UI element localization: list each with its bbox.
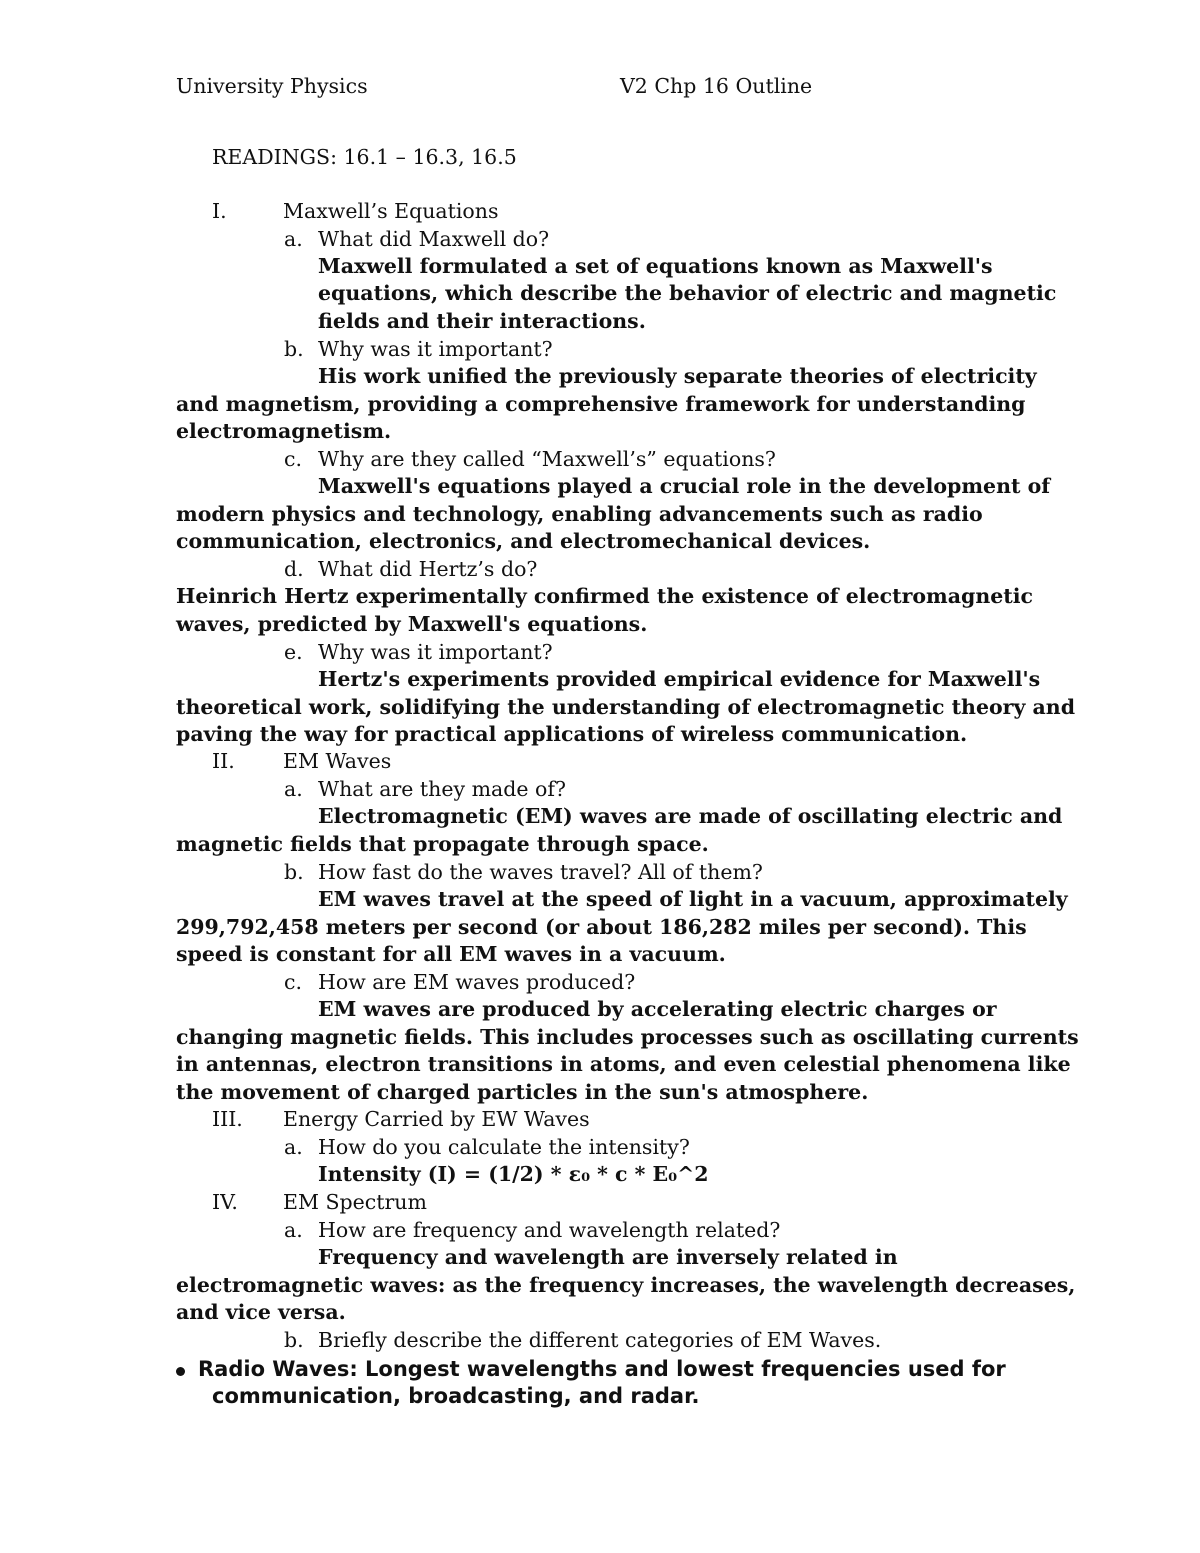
answer-line: Heinrich Hertz experimentally confirmed the existence of electromagnetic [176, 584, 1034, 608]
answer-line: fields and their interactions. [318, 309, 646, 333]
answer-line: EM waves travel at the speed of light in a vacuum, approximately [318, 887, 1068, 911]
item-letter: a. [284, 777, 303, 801]
answer-line: magnetic fields that propagate through space. [176, 832, 709, 856]
item-question: Briefly describe the different categories of EM Waves. [318, 1328, 882, 1352]
item-question: What did Maxwell do? [318, 227, 550, 251]
section-title: EM Waves [283, 749, 392, 773]
header-course-title: University Physics [176, 74, 368, 98]
answer-line: speed is constant for all EM waves in a vacuum. [176, 942, 726, 966]
item-question: How fast do the waves travel? All of them? [318, 860, 763, 884]
item-letter: a. [284, 227, 303, 251]
answer-line: electromagnetism. [176, 419, 392, 443]
section-numeral: IV. [212, 1190, 238, 1214]
item-question: What did Hertz’s do? [318, 557, 538, 581]
answer-line: Maxwell's equations played a crucial role in the development of [318, 474, 1051, 498]
section-title: EM Spectrum [283, 1190, 427, 1214]
item-letter: c. [284, 447, 302, 471]
item-question: How do you calculate the intensity? [318, 1135, 690, 1159]
item-question: Why are they called “Maxwell’s” equations? [318, 447, 776, 471]
header-chapter-title: V2 Chp 16 Outline [620, 74, 813, 98]
answer-line: theoretical work, solidifying the understanding of electromagnetic theory and [176, 695, 1076, 719]
item-question: How are EM waves produced? [318, 970, 636, 994]
intensity-formula: Intensity (I) = (1/2) * ε₀ * c * E₀^2 [318, 1162, 709, 1186]
readings-line: READINGS: 16.1 – 16.3, 16.5 [212, 145, 517, 169]
answer-line: Hertz's experiments provided empirical evidence for Maxwell's [318, 667, 1041, 691]
section-numeral: III. [212, 1107, 243, 1131]
item-letter: a. [284, 1135, 303, 1159]
answer-line: equations, which describe the behavior of electric and magnetic [318, 281, 1057, 305]
item-letter: c. [284, 970, 302, 994]
bullet-line: communication, broadcasting, and radar. [212, 1384, 700, 1408]
answer-line: modern physics and technology, enabling advancements such as radio [176, 502, 983, 526]
answer-line: and magnetism, providing a comprehensive framework for understanding [176, 392, 1026, 416]
item-question: How are frequency and wavelength related? [318, 1218, 781, 1242]
item-letter: b. [284, 860, 304, 884]
item-question: Why was it important? [318, 640, 553, 664]
answer-line: His work unified the previously separate theories of electricity [318, 364, 1037, 388]
section-title: Maxwell’s Equations [283, 199, 499, 223]
answer-line: Maxwell formulated a set of equations known as Maxwell's [318, 254, 993, 278]
answer-line: changing magnetic fields. This includes processes such as oscillating currents [176, 1025, 1079, 1049]
item-letter: d. [284, 557, 304, 581]
answer-line: and vice versa. [176, 1300, 346, 1324]
answer-line: electromagnetic waves: as the frequency increases, the wavelength decreases, [176, 1273, 1076, 1297]
answer-line: waves, predicted by Maxwell's equations. [176, 612, 648, 636]
answer-line: paving the way for practical applications of wireless communication. [176, 722, 968, 746]
section-title: Energy Carried by EW Waves [283, 1107, 590, 1131]
answer-line: EM waves are produced by accelerating electric charges or [318, 997, 997, 1021]
item-letter: a. [284, 1218, 303, 1242]
answer-line: in antennas, electron transitions in atoms, and even celestial phenomena like [176, 1052, 1071, 1076]
section-numeral: I. [212, 199, 227, 223]
item-letter: b. [284, 337, 304, 361]
bullet-icon [176, 1367, 185, 1376]
item-letter: e. [284, 640, 303, 664]
section-numeral: II. [212, 749, 235, 773]
answer-line: the movement of charged particles in the sun's atmosphere. [176, 1080, 869, 1104]
item-letter: b. [284, 1328, 304, 1352]
bullet-line: Radio Waves: Longest wavelengths and lowest frequencies used for [198, 1357, 1006, 1381]
answer-line: Electromagnetic (EM) waves are made of oscillating electric and [318, 804, 1063, 828]
item-question: Why was it important? [318, 337, 553, 361]
answer-line: communication, electronics, and electromechanical devices. [176, 529, 871, 553]
answer-line: Frequency and wavelength are inversely related in [318, 1245, 898, 1269]
item-question: What are they made of? [318, 777, 566, 801]
answer-line: 299,792,458 meters per second (or about 186,282 miles per second). This [176, 915, 1027, 939]
